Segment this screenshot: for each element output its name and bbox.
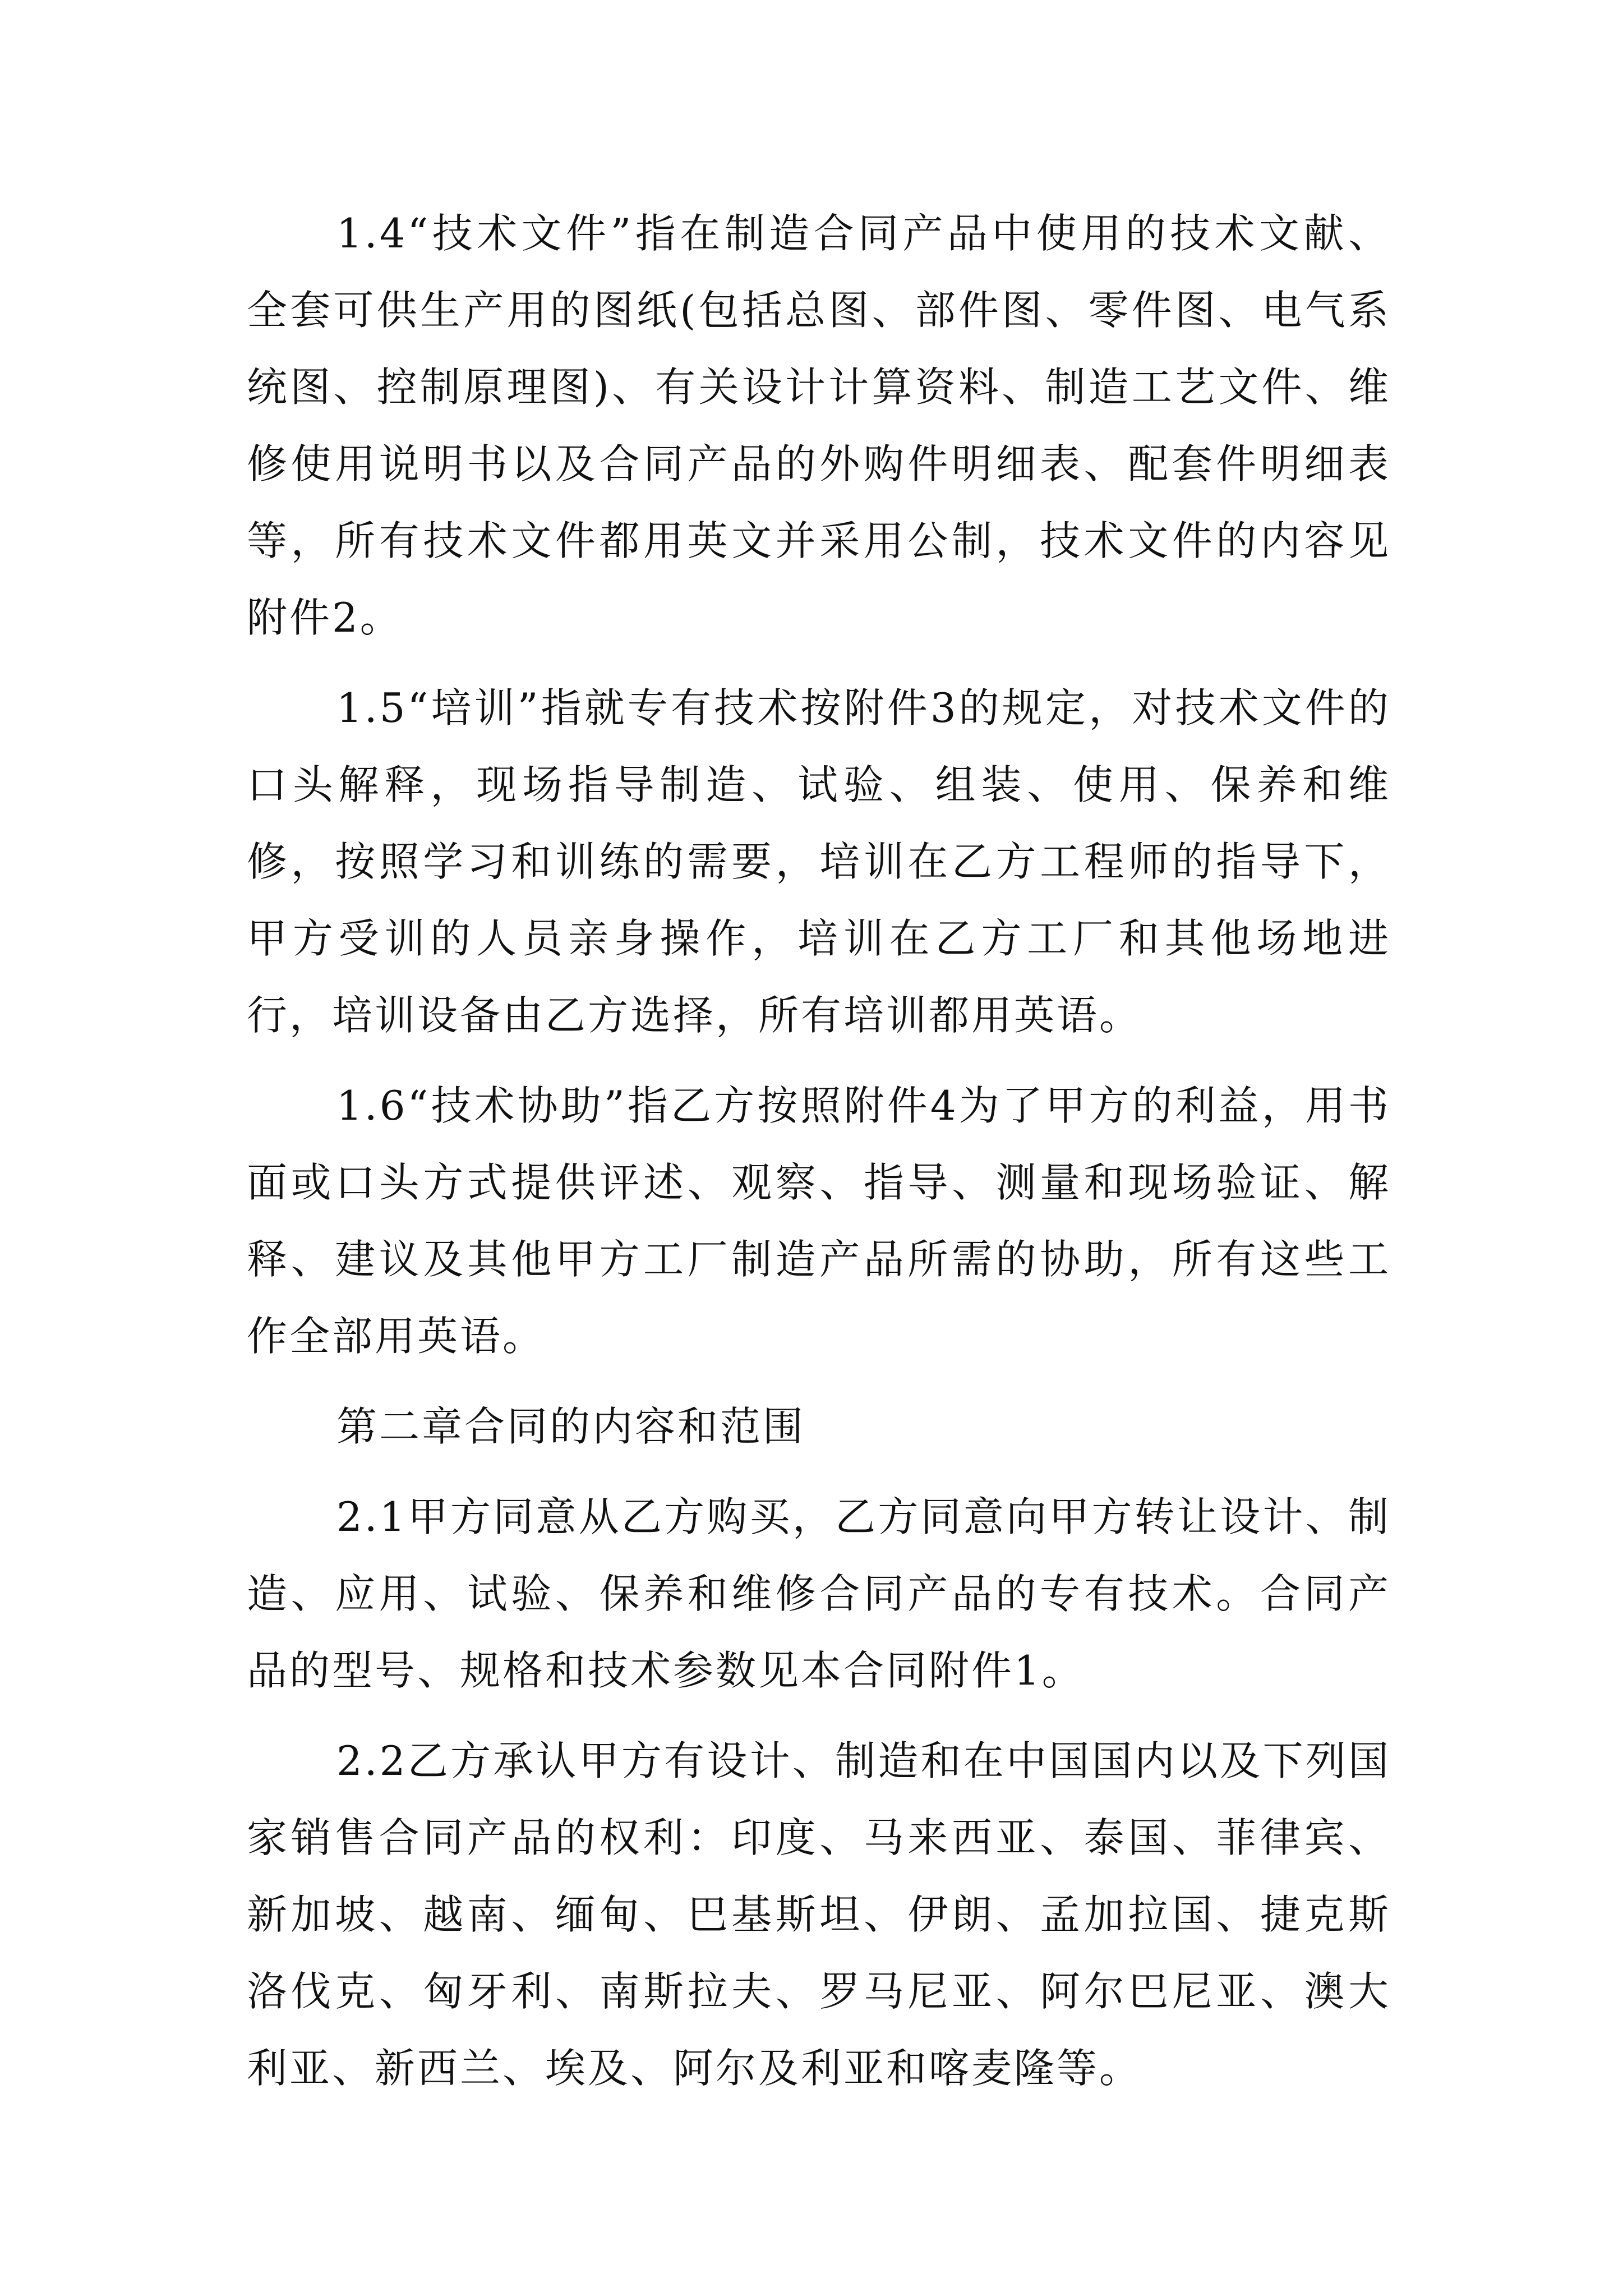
document-body (247, 195, 1391, 2107)
paragraph-1-6: 1.6“技术协助”指乙方按照附件4为了甲方的利益，用书面或口头方式提供评述、观察、指导、测量和现场验证、解释、建议及其他甲方工厂制造产品所需的协助，所有这些工作全部用英语。 (247, 1082, 1391, 1360)
paragraph-2-2: 2.2乙方承认甲方有设计、制造和在中国国内以及下列国家销售合同产品的权利：印度、马来西亚、泰国、菲律宾、新加坡、越南、缅甸、巴基斯坦、伊朗、孟加拉国、捷克斯洛伐克、匈牙利、南斯拉夫、罗马尼亚、阿尔巴尼亚、澳大利亚、新西兰、埃及、阿尔及利亚和喀麦隆等。 (247, 1737, 1391, 2092)
paragraph-gap (247, 1709, 1391, 1723)
paragraph-2-1: 2.1甲方同意从乙方购买，乙方同意向甲方转让设计、制造、应用、试验、保养和维修合同产品的专有技术。合同产品的型号、规格和技术参数见本合同附件1。 (247, 1493, 1391, 1694)
paragraph-gap (247, 1375, 1391, 1388)
paragraph-gap (247, 1054, 1391, 1068)
paragraph-gap (247, 656, 1391, 670)
paragraph-1-4: 1.4“技术文件”指在制造合同产品中使用的技术文献、全套可供生产用的图纸(包括总图、部件图、零件图、电气系统图、控制原理图)、有关设计计算资料、制造工艺文件、维修使用说明书以及合同产品的外购件明细表、配套件明细表等，所有技术文件都用英文并采用公制，技术文件的内容见附件2。 (247, 210, 1391, 641)
paragraph-1-5: 1.5“培训”指就专有技术按附件3的规定，对技术文件的口头解释，现场指导制造、试验、组装、使用、保养和维修，按照学习和训练的需要，培训在乙方工程师的指导下，甲方受训的人员亲身操作，培训在乙方工厂和其他场地进行，培训设备由乙方选择，所有培训都用英语。 (247, 684, 1391, 1039)
chapter-heading: 第二章合同的内容和范围 (336, 1403, 806, 1450)
paragraph-gap (247, 1465, 1391, 1479)
